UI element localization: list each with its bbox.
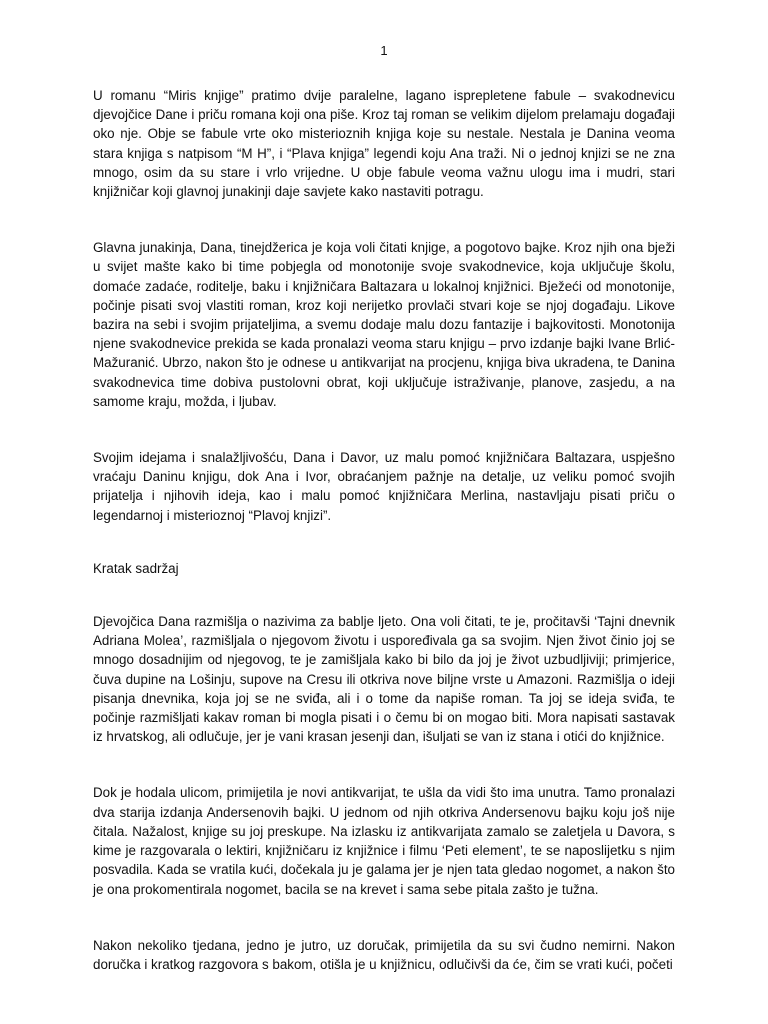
document-body [93,86,675,974]
intro-paragraph-3: Svojim idejama i snalažljivošću, Dana i Davor, uz malu pomoć knjižničara Baltazara, uspješno vraćaju Daninu knjigu, dok Ana i Ivor, obraćanjem pažnje na detalje, uz veliku pomoć svojih prijatelja i njihovih ideja, kao i malu pomoć knjižničara Merlina, nastavljaju pisati priču o legendarnoj i misterioznoj “Plavoj knjizi”. [93,450,675,523]
intro-paragraph-2: Glavna junakinja, Dana, tinejdžerica je koja voli čitati knjige, a pogotovo bajke. Kroz njih ona bježi u svijet mašte kako bi time pobjegla od monotonije svoje svakodnevice, koja uključuje školu, domaće zadaće, roditelje, baku i knjižničara Baltazara u lokalnoj knjižnici. Bježeći od monotonije, počinje pisati svoj vlastiti roman, kroz koji nerijetko provlači stvari koje se njoj događaju. Likove bazira na sebi i svojim prijateljima, a svemu dodaje malu dozu fantazije i bajkovitosti. Monotonija njene svakodnevice prekida se kada pronalazi veoma staru knjigu – prvo izdanje bajki Ivane Brlić-Mažuranić. Ubrzo, nakon što je odnese u antikvarijat na procjenu, knjiga biva ukradena, te Danina svakodnevica time dobiva pustolovni obrat, koji uključuje istraživanje, planove, zasjedu, a na samome kraju, možda, i ljubav. [93,240,675,409]
page-number: 1 [380,43,388,58]
intro-paragraph-1: U romanu “Miris knjige” pratimo dvije paralelne, lagano isprepletene fabule – svakodnevicu djevojčice Dane i priču romana koji ona piše. Kroz taj roman se velikim dijelom prelamaju događaji oko nje. Obje se fabule vrte oko misterioznih knjiga koje su nestale. Nestala je Danina veoma stara knjiga s natpisom “M H”, i “Plava knjiga” legendi koju Ana traži. Ni o jednoj knjizi se ne zna mnogo, osim da su stare i vrlo vrijedne. U obje fabule veoma važnu ulogu ima i mudri, stari knjižničar koji glavnoj junakinji daje savjete kako nastaviti potragu. [93,88,675,200]
summary-paragraph-2: Dok je hodala ulicom, primijetila je novi antikvarijat, te ušla da vidi što ima unutra. Tamo pronalazi dva starija izdanja Andersenovih bajki. U jednom od njih otkriva Andersenovu bajku koju još nije čitala. Nažalost, knjige su joj preskupe. Na izlasku iz antikvarijata zamalo se zaletjela u Davora, s kime je razgovarala o lektiri, knjižničaru iz knjižnice i filmu ‘Peti element’, te se naposlijetku s njim posvadila. Kada se vratila kući, dočekala ju je galama jer je njen tata gledao nogomet, a nakon što je ona prokomentirala nogomet, bacila se na krevet i sama sebe pitala zašto je tužna. [93,785,675,897]
section-heading: Kratak sadržaj [93,560,179,576]
summary-paragraph-3: Nakon nekoliko tjedana, jedno je jutro, uz doručak, primijetila da su svi čudno nemirni. Nakon doručka i kratkog razgovora s bakom, otišla je u knjižnicu, odlučivši da će, čim se vrati kući, početi [93,937,675,972]
summary-paragraph-1: Djevojčica Dana razmišlja o nazivima za bablje ljeto. Ona voli čitati, te je, pročitavši ‘Tajni dnevnik Adriana Molea’, razmišljala o njegovom životu i uspoređivala ga sa svojim. Njen život činio joj se mnogo dosadnijim od njegovog, te je zamišljala kako bi bilo da joj je život uzbudljiviji; primjerice, čuva dupine na Lošinju, supove na Cresu ili otkriva nove biljne vrste u Amazoni. Razmišlja o ideji pisanja dnevnika, koja joj se ne sviđa, ali i o tome da napiše roman. Ta joj se ideja sviđa, te počinje razmišljati kakav roman bi mogla pisati i o čemu bi on mogao biti. Mora napisati sastavak iz hrvatskog, ali odlučuje, jer je vani krasan jesenji dan, išuljati se van iz stana i otići do knjižnice. [93,614,675,745]
